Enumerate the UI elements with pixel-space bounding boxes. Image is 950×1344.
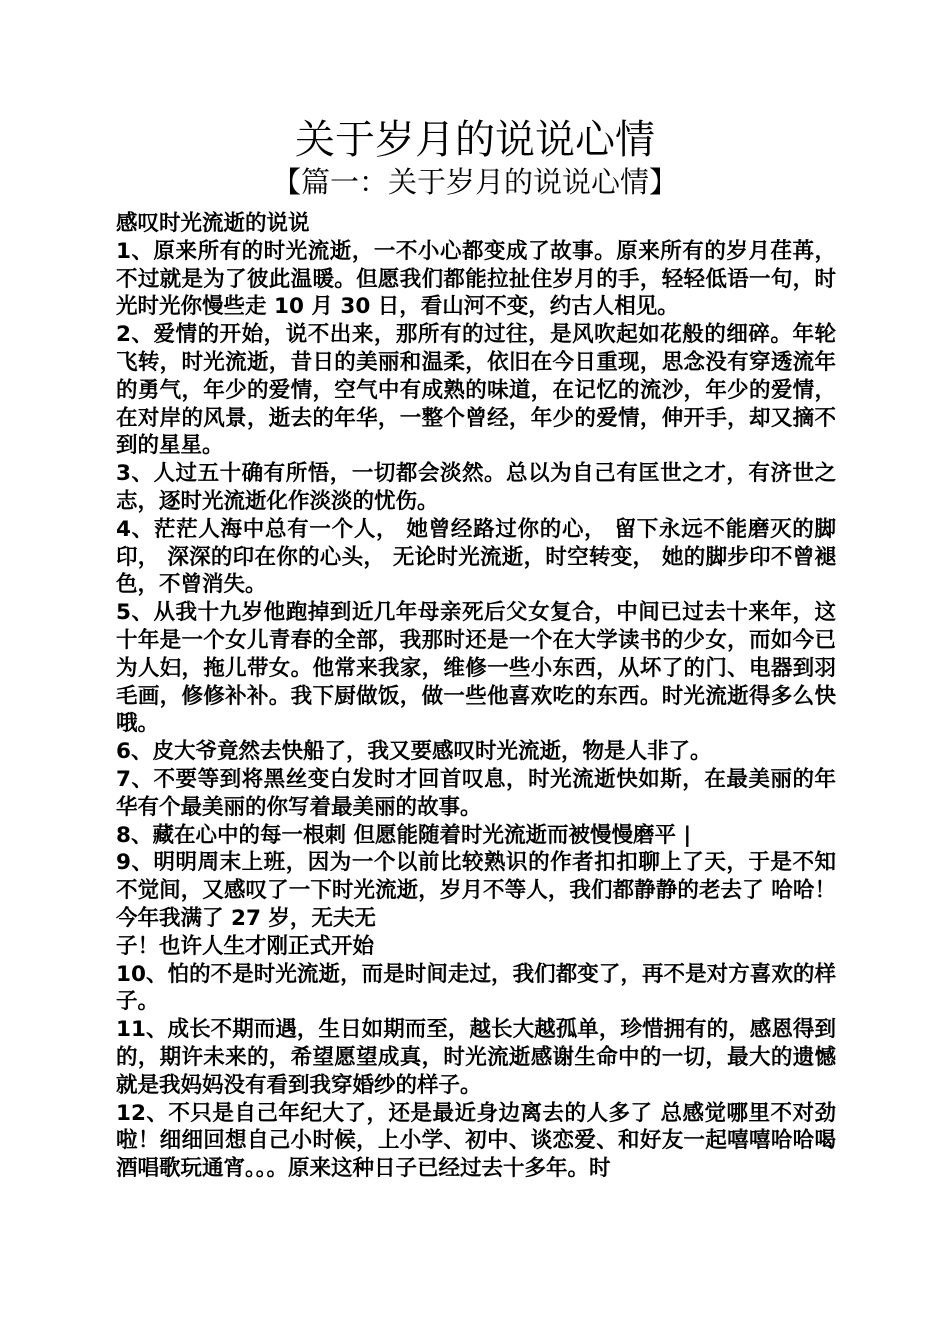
paragraph-11: 11、成长不期而遇，生日如期而至，越长大越孤单，珍惜拥有的，感恩得到的，期许未来的，希望愿望成真，时光流逝感谢生命中的一切，最大的遗憾就是我妈妈没有看到我穿婚纱的样子。 xyxy=(116,1017,836,1098)
paragraph-3: 3、人过五十确有所悟，一切都会淡然。总以为自己有匡世之才，有济世之志，逐时光流逝化作淡淡的忧伤。 xyxy=(116,461,836,514)
document-subtitle: 【篇一：关于岁月的说说心情】 xyxy=(271,165,678,199)
paragraph-10: 10、怕的不是时光流逝，而是时间走过，我们都变了，再不是对方喜欢的样子。 xyxy=(116,961,836,1015)
paragraph-2: 2、爱情的开始，说不出来，那所有的过往，是风吹起如花般的细碎。年轮飞转，时光流逝，昔日的美丽和温柔，依旧在今日重现，思念没有穿透流年的勇气，年少的爱情，空气中有成熟的味道，在记忆的流沙，年少的爱情，在对岸的风景，逝去的年华，一整个曾经，年少的爱情，伸开手，却又摘不到的星星。 xyxy=(116,322,836,459)
section-heading: 感叹时光流逝的说说 xyxy=(116,211,310,236)
paragraph-8: 8、藏在心中的每一根刺 但愿能随着时光流逝而被慢慢磨平 | xyxy=(116,822,692,848)
paragraph-1: 1、原来所有的时光流逝，一不小心都变成了故事。原来所有的岁月荏苒，不过就是为了彼此温暖。但愿我们都能拉扯住岁月的手，轻轻低语一句，时光时光你慢些走 10 月 30 日，看山河不变，约古人相见。 xyxy=(116,238,836,320)
document-body xyxy=(116,210,836,1183)
paragraph-5: 5、从我十九岁他跑掉到近几年母亲死后父女复合，中间已过去十来年，这十年是一个女儿青春的全部，我那时还是一个在大学读书的少女，而如今已为人妇，拖儿带女。他常来我家，维修一些小东西，从坏了的门、电器到羽毛画，修修补补。我下厨做饭，做一些他喜欢吃的东西。时光流逝得多么快哦。 xyxy=(116,600,836,737)
paragraph-9: 9、明明周末上班，因为一个以前比较熟识的作者扣扣聊上了天，于是不知不觉间，又感叹了一下时光流逝，岁月不等人，我们都静静的老去了 哈哈！今年我满了 27 岁，无夫无 xyxy=(116,850,836,931)
paragraph-6: 6、皮大爷竟然去快船了，我又要感叹时光流逝，物是人非了。 xyxy=(116,739,712,765)
document-title: 关于岁月的说说心情 xyxy=(295,117,655,163)
paragraph-7: 7、不要等到将黑丝变白发时才回首叹息，时光流逝快如斯，在最美丽的年华有个最美丽的你写着最美丽的故事。 xyxy=(116,766,836,820)
paragraph-4: 4、茫茫人海中总有一个人， 她曾经路过你的心， 留下永远不能磨灭的脚印， 深深的印在你的心头， 无论时光流逝，时空转变， 她的脚步印不曾褪色，不曾消失。 xyxy=(116,516,836,598)
paragraph-9-continued: 子！也许人生才刚正式开始 xyxy=(116,933,375,959)
paragraph-12: 12、不只是自己年纪大了，还是最近身边离去的人多了 总感觉哪里不对劲啦！细细回想自己小时候，上小学、初中、谈恋爱、和好友一起嘻嘻哈哈喝酒唱歌玩通宵。。。原来这种日子已经过去十多年。时 xyxy=(116,1100,836,1182)
